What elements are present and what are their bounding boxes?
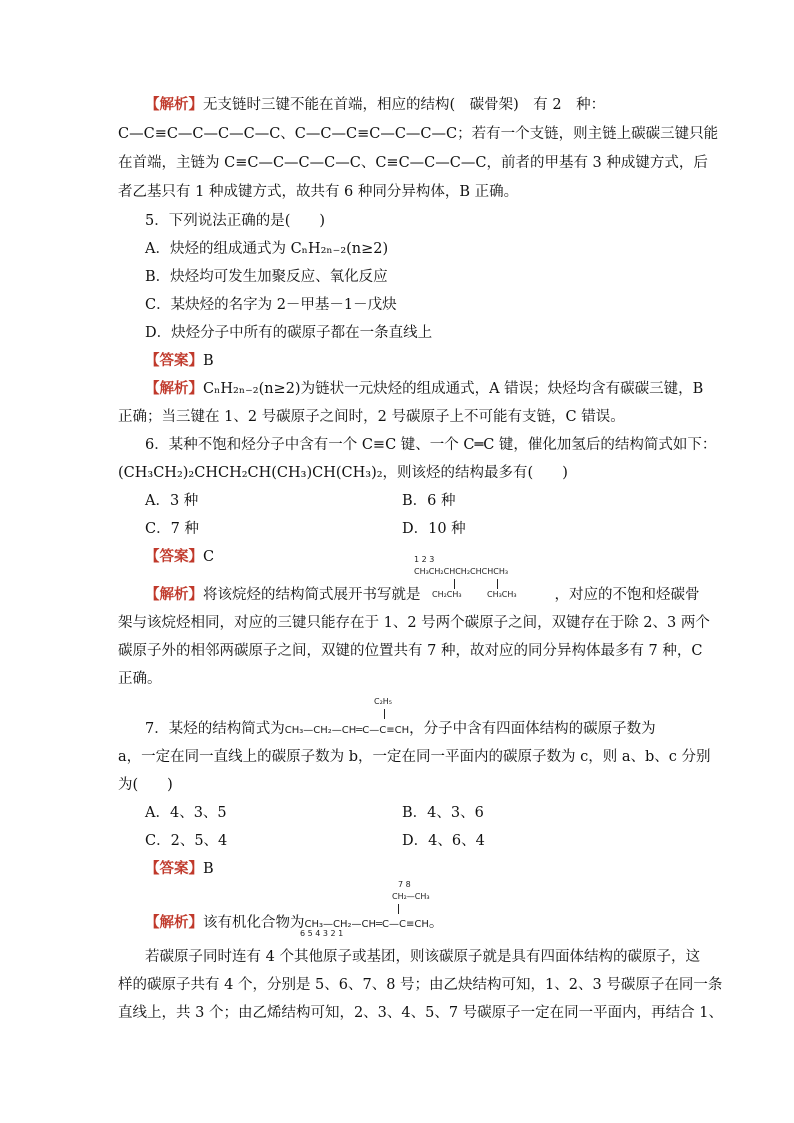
p1-line3: 在首端，主链为 C≡C—C—C—C—C、C≡C—C—C—C，前者的甲基有 3 种成键方式，后 <box>118 155 708 171</box>
q5-explanation-1: 【解析】CₙH₂ₙ₋₂(n≥2)为链状一元炔烃的组成通式，A 错误；炔烃均含有碳碳三键，B <box>145 380 704 397</box>
p1-line4: 者乙基只有 1 种成键方式，故共有 6 种同分异构体，B 正确。 <box>118 184 519 200</box>
q7-option-a: A．4、3、5 <box>145 805 227 821</box>
q7-explanation-2: 若碳原子同时连有 4 个其他原子或基团，则该碳原子就是具有四面体结构的碳原子，这 <box>145 949 700 965</box>
q6-option-d: D．10 种 <box>402 521 466 537</box>
p1-line2: C—C≡C—C—C—C—C、C—C—C≡C—C—C—C；若有一个支链，则主链上碳碳三键只能 <box>118 126 719 142</box>
q5-explanation-2: 正确；当三键在 1、2 号碳原子之间时，2 号碳原子上不可能有支链，C 错误。 <box>118 409 625 425</box>
q7-option-b: B．4、3、6 <box>402 805 484 821</box>
q5-option-a: A．炔烃的组成通式为 CₙH₂ₙ₋₂(n≥2) <box>145 241 389 257</box>
q7-stem-2: a，一定在同一直线上的碳原子数为 b，一定在同一平面内的碳原子数为 c，则 a、b、c 分别 <box>118 749 711 765</box>
q5-answer: 【答案】B <box>145 352 214 369</box>
p1-line1: 【解析】无支链时三键不能在首端，相应的结构( 碳骨架) 有 2 种： <box>145 96 606 113</box>
q6-option-a: A．3 种 <box>145 493 199 509</box>
q6-stem-2: (CH₃CH₂)₂CHCH₂CH(CH₃)CH(CH₃)₂，则该烃的结构最多有( ) <box>118 465 568 481</box>
q7-option-d: D．4、6、4 <box>402 833 485 849</box>
q5-option-d: D．炔烃分子中所有的碳原子都在一条直线上 <box>145 325 433 341</box>
document-page: 【解析】无支链时三键不能在首端，相应的结构( 碳骨架) 有 2 种： C—C≡C—C—C—C—C、C—C—C≡C—C—C—C；若有一个支链，则主链上碳碳三键只能 在首端，主链为 C≡C—C—C—C—C、C≡C—C—C—C，前者的甲基有 3 种成键方式，后 者乙基只有 1 种成键方式，故共有 6 种同分异构体，B 正确。 5．下列说法正确的是( ) A．炔烃的组成通式为 CₙH₂ₙ₋₂(n≥2) B．炔烃均可发生加聚反应、氧化反应 C．某炔烃的名字为 2－甲基－1－戊炔 D．炔烃分子中所有的碳原子都在一条直线上 【答案】B 【解析】CₙH₂ₙ₋₂(n≥2)为链状一元炔烃的组成通式，A 错误；炔烃均含有碳碳三键，B 正确；当三键在 1、2 号碳原子之间时，2 号碳原子上不可能有支链，C 错误。 6．某种不饱和烃分子中含有一个 C≡C 键、一个 C═C 键，催化加氢后的结构简式如下： (CH₃CH₂)₂CHCH₂CH(CH₃)CH(CH₃)₂，则该烃的结构最多有( ) A．3 种 B．6 种 C．7 种 D．10 种 【答案】C 1 2 3 CH₃CH₂CHCH₂CHCHCH₃ CH₂CH₃ CH₃CH₃ 【解析】将该烷烃的结构简式展开书写就是 ，对应的不饱和烃碳骨 架与该烷烃相同，对应的三键只能存在于 1、2 号两个碳原子之间，双键存在于除 2、3 两个 碳原子外的相邻两碳原子之间，双键的位置共有 7 种，故对应的同分异构体最多有 7 种，C 正确。 C₂H₅ 7．某烃的结构简式为CH₃—CH₂—CH═C—C≡CH，分子中含有四面体结构的碳原子数为 a，一定在同一直线上的碳原子数为 b，一定在同一平面内的碳原子数为 c，则 a、b、c 分别 为( ) A．4、3、5 B．4、3、6 C．2、5、4 D．4、6、4 【答案】B 7 8 CH₂—CH₃ 6 5 4 3 2 1 【解析】该有机化合物为CH₃—CH₂—CH═C—C≡CH。 若碳原子同时连有 4 个其他原子或基团，则该碳原子就是具有四面体结构的碳原子，这 样的碳原子共有 4 个，分别是 5、6、7、8 号；由乙炔结构可知，1、2、3 号碳原子在同一条 直线上，共 3 个；由乙烯结构可知，2、3、4、5、7 号碳原子一定在同一平面内，再结合 1、 <box>0 0 794 1123</box>
q5-stem: 5．下列说法正确的是( ) <box>145 213 326 229</box>
q6-explanation-3: 碳原子外的相邻两碳原子之间，双键的位置共有 7 种，故对应的同分异构体最多有 7 种，C <box>118 643 703 659</box>
q6-answer: 【答案】C <box>145 548 215 565</box>
q6-option-b: B．6 种 <box>402 493 456 509</box>
q7-explanation-3: 样的碳原子共有 4 个，分别是 5、6、7、8 号；由乙炔结构可知，1、2、3 号碳原子在同一条 <box>118 977 723 993</box>
q7-explanation-4: 直线上，共 3 个；由乙烯结构可知，2、3、4、5、7 号碳原子一定在同一平面内，再结合 1、 <box>118 1005 724 1021</box>
q7-stem-3: 为( ) <box>118 777 173 793</box>
q7-stem-1: 7．某烃的结构简式为CH₃—CH₂—CH═C—C≡CH，分子中含有四面体结构的碳原子数为 <box>145 721 656 737</box>
q5-option-c: C．某炔烃的名字为 2－甲基－1－戊炔 <box>145 297 397 313</box>
q6-explanation-4: 正确。 <box>118 671 162 687</box>
q7-option-c: C．2、5、4 <box>145 833 228 849</box>
q5-option-b: B．炔烃均可发生加聚反应、氧化反应 <box>145 269 388 285</box>
q6-stem-1: 6．某种不饱和烃分子中含有一个 C≡C 键、一个 C═C 键，催化加氢后的结构简式如下： <box>145 437 717 453</box>
q7-answer: 【答案】B <box>145 860 214 877</box>
q6-explanation-2: 架与该烷烃相同，对应的三键只能存在于 1、2 号两个碳原子之间，双键存在于除 2、3 两个 <box>118 615 710 631</box>
q6-explanation-1: 【解析】将该烷烃的结构简式展开书写就是 ，对应的不饱和烃碳骨 <box>145 586 700 603</box>
q6-option-c: C．7 种 <box>145 521 199 537</box>
q7-explanation-1: 【解析】该有机化合物为CH₃—CH₂—CH═C—C≡CH。 <box>145 914 444 931</box>
jiexi-tag: 【解析】 <box>145 96 203 113</box>
